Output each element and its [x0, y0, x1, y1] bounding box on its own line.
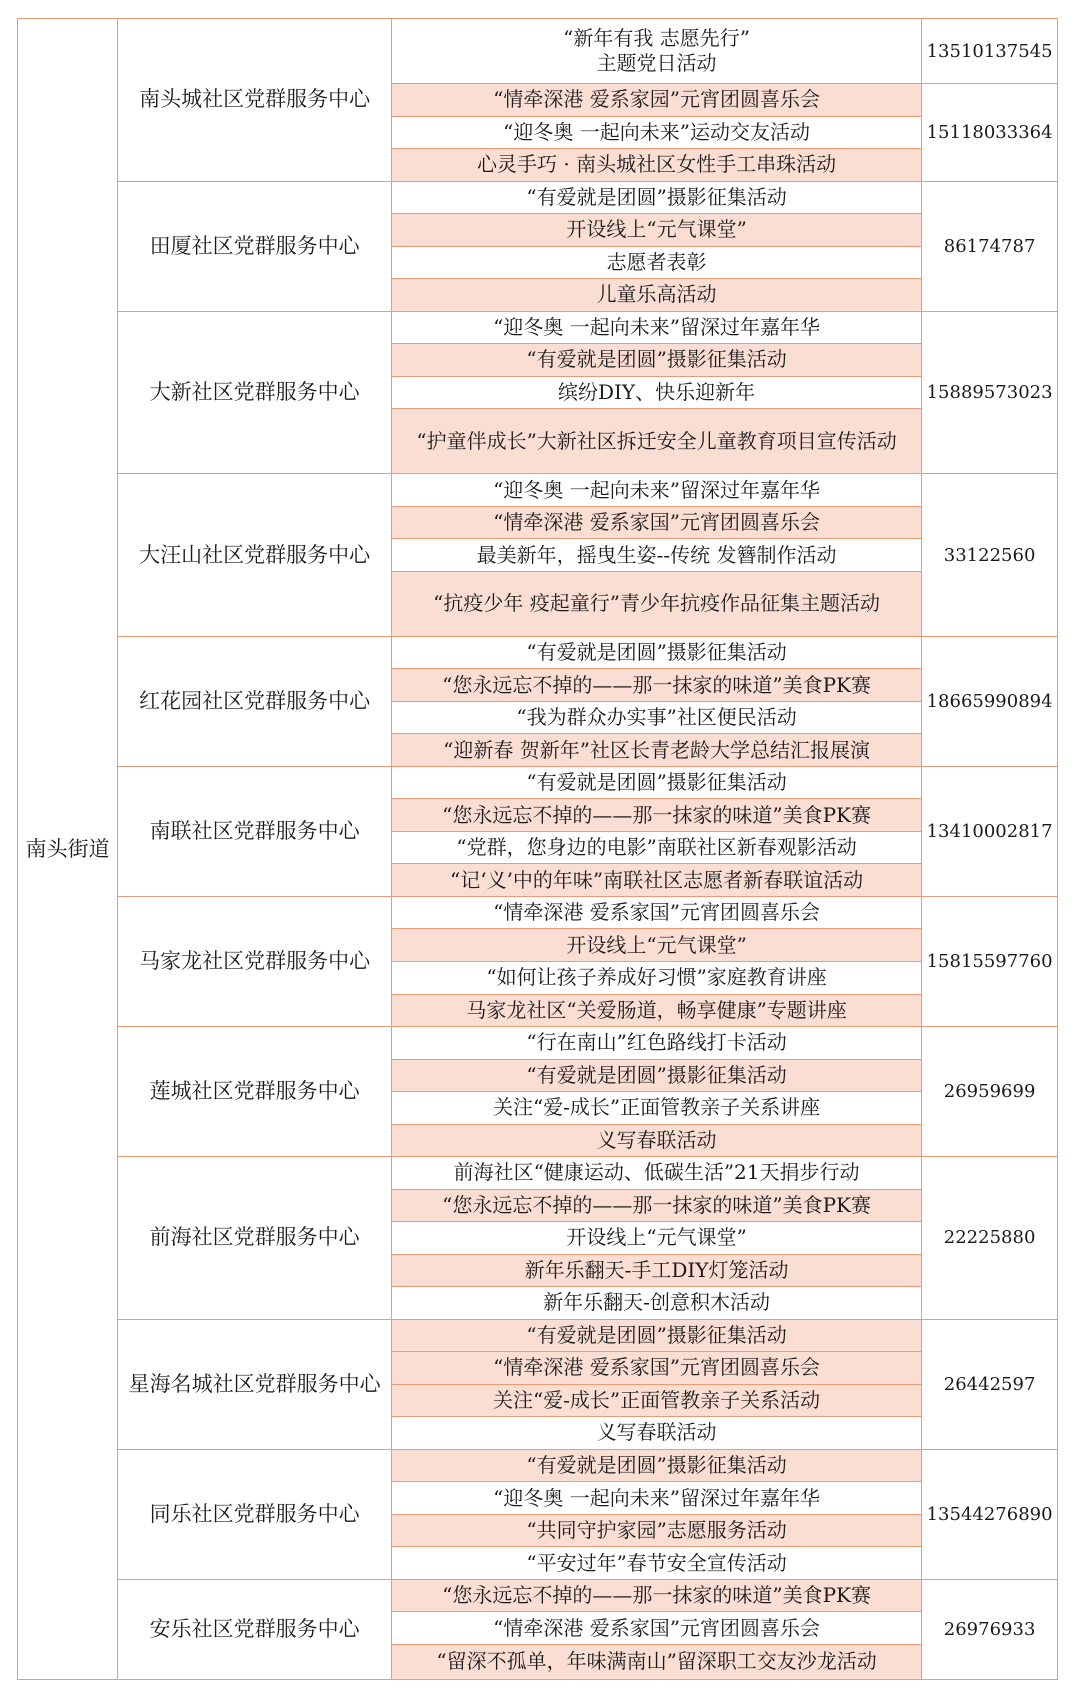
- phone-number: 13544276890: [922, 1449, 1058, 1579]
- center-name: 安乐社区党群服务中心: [118, 1579, 392, 1679]
- activity-cell: “党群，您身边的电影”南联社区新春观影活动: [391, 831, 921, 864]
- activity-cell: “有爱就是团圆”摄影征集活动: [391, 1059, 921, 1092]
- activity-cell: 缤纷DIY、快乐迎新年: [391, 376, 921, 409]
- phone-number: 22225880: [922, 1157, 1058, 1320]
- activity-cell: 义写春联活动: [391, 1124, 921, 1157]
- activity-cell: “有爱就是团圆”摄影征集活动: [391, 181, 921, 214]
- activity-cell: “有爱就是团圆”摄影征集活动: [391, 636, 921, 669]
- table-row: [18, 474, 1058, 507]
- center-name: 莲城社区党群服务中心: [118, 1027, 392, 1157]
- table-row: [18, 19, 1058, 84]
- activity-cell: “迎冬奥 一起向未来”留深过年嘉年华: [391, 474, 921, 507]
- center-name: 红花园社区党群服务中心: [118, 636, 392, 766]
- center-name: 田厦社区党群服务中心: [118, 181, 392, 311]
- phone-number: 26976933: [922, 1579, 1058, 1679]
- activity-cell: “您永远忘不掉的——那一抹家的味道”美食PK赛: [391, 799, 921, 832]
- table-row: [18, 766, 1058, 799]
- activity-cell: 义写春联活动: [391, 1417, 921, 1450]
- phone-number: 18665990894: [922, 636, 1058, 766]
- table-row: [18, 1579, 1058, 1612]
- table-row: [18, 1319, 1058, 1352]
- activity-cell: 开设线上“元气课堂”: [391, 929, 921, 962]
- center-name: 南联社区党群服务中心: [118, 766, 392, 896]
- center-name: 前海社区党群服务中心: [118, 1157, 392, 1320]
- table-row: [18, 1157, 1058, 1190]
- activity-cell: 新年乐翻天-创意积木活动: [391, 1287, 921, 1320]
- activity-cell: “情牵深港 爱系家国”元宵团圆喜乐会: [391, 1612, 921, 1645]
- table-row: [18, 896, 1058, 929]
- activity-cell: 马家龙社区“关爱肠道，畅享健康”专题讲座: [391, 994, 921, 1027]
- activity-cell: “您永远忘不掉的——那一抹家的味道”美食PK赛: [391, 1579, 921, 1612]
- activity-cell: “您永远忘不掉的——那一抹家的味道”美食PK赛: [391, 669, 921, 702]
- activity-cell: “情牵深港 爱系家园”元宵团圆喜乐会: [391, 84, 921, 117]
- activity-cell: “如何让孩子养成好习惯”家庭教育讲座: [391, 962, 921, 995]
- center-name: 马家龙社区党群服务中心: [118, 896, 392, 1026]
- phone-number: 15815597760: [922, 896, 1058, 1026]
- activity-table: [17, 18, 1058, 1680]
- activity-cell: “情牵深港 爱系家国”元宵团圆喜乐会: [391, 506, 921, 539]
- activity-cell: “记‘义’中的年味”南联社区志愿者新春联谊活动: [391, 864, 921, 897]
- street-name: 南头街道: [18, 19, 118, 1680]
- activity-cell: “情牵深港 爱系家国”元宵团圆喜乐会: [391, 896, 921, 929]
- activity-cell: “护童伴成长”大新社区拆迁安全儿童教育项目宣传活动: [391, 409, 921, 474]
- activity-cell: “迎冬奥 一起向未来”留深过年嘉年华: [391, 311, 921, 344]
- activity-cell: 最美新年，摇曳生姿--传统 发簪制作活动: [391, 539, 921, 572]
- activity-cell: 前海社区“健康运动、低碳生活”21天捐步行动: [391, 1157, 921, 1190]
- activity-cell: 开设线上“元气课堂”: [391, 214, 921, 247]
- phone-number: 26959699: [922, 1027, 1058, 1157]
- activity-cell: 关注“爱-成长”正面管教亲子关系活动: [391, 1384, 921, 1417]
- table-row: [18, 1027, 1058, 1060]
- activity-cell: “迎冬奥 一起向未来”运动交友活动: [391, 116, 921, 149]
- activity-cell: 开设线上“元气课堂”: [391, 1222, 921, 1255]
- activity-cell: “行在南山”红色路线打卡活动: [391, 1027, 921, 1060]
- activity-cell: “抗疫少年 疫起童行”青少年抗疫作品征集主题活动: [391, 571, 921, 636]
- table-row: [18, 636, 1058, 669]
- phone-number: 15889573023: [922, 311, 1058, 474]
- activity-cell: “我为群众办实事”社区便民活动: [391, 701, 921, 734]
- activity-cell: 儿童乐高活动: [391, 279, 921, 312]
- table-row: [18, 181, 1058, 214]
- center-name: 同乐社区党群服务中心: [118, 1449, 392, 1579]
- activity-cell: “有爱就是团圆”摄影征集活动: [391, 766, 921, 799]
- activity-cell: “有爱就是团圆”摄影征集活动: [391, 1449, 921, 1482]
- activity-cell: “有爱就是团圆”摄影征集活动: [391, 344, 921, 377]
- phone-number: 86174787: [922, 181, 1058, 311]
- table-row: [18, 1449, 1058, 1482]
- phone-number: 15118033364: [922, 84, 1058, 182]
- activity-cell: “您永远忘不掉的——那一抹家的味道”美食PK赛: [391, 1189, 921, 1222]
- center-name: 大新社区党群服务中心: [118, 311, 392, 474]
- activity-cell: “留深不孤单，年味满南山”留深职工交友沙龙活动: [391, 1644, 921, 1679]
- center-name: 大汪山社区党群服务中心: [118, 474, 392, 637]
- phone-number: 13510137545: [922, 19, 1058, 84]
- activity-cell: 志愿者表彰: [391, 246, 921, 279]
- activity-cell: 新年乐翻天-手工DIY灯笼活动: [391, 1254, 921, 1287]
- activity-cell: “情牵深港 爱系家国”元宵团圆喜乐会: [391, 1352, 921, 1385]
- phone-number: 13410002817: [922, 766, 1058, 896]
- phone-number: 33122560: [922, 474, 1058, 637]
- phone-number: 26442597: [922, 1319, 1058, 1449]
- activity-cell: “平安过年”春节安全宣传活动: [391, 1547, 921, 1580]
- activity-cell: “新年有我 志愿先行” 主题党日活动: [391, 19, 921, 84]
- activity-cell: “有爱就是团圆”摄影征集活动: [391, 1319, 921, 1352]
- activity-cell: “迎新春 贺新年”社区长青老龄大学总结汇报展演: [391, 734, 921, 767]
- table-row: [18, 311, 1058, 344]
- activity-cell: 关注“爱-成长”正面管教亲子关系讲座: [391, 1092, 921, 1125]
- activity-cell: 心灵手巧 · 南头城社区女性手工串珠活动: [391, 149, 921, 182]
- center-name: 星海名城社区党群服务中心: [118, 1319, 392, 1449]
- center-name: 南头城社区党群服务中心: [118, 19, 392, 182]
- activity-cell: “迎冬奥 一起向未来”留深过年嘉年华: [391, 1482, 921, 1515]
- activity-cell: “共同守护家园”志愿服务活动: [391, 1514, 921, 1547]
